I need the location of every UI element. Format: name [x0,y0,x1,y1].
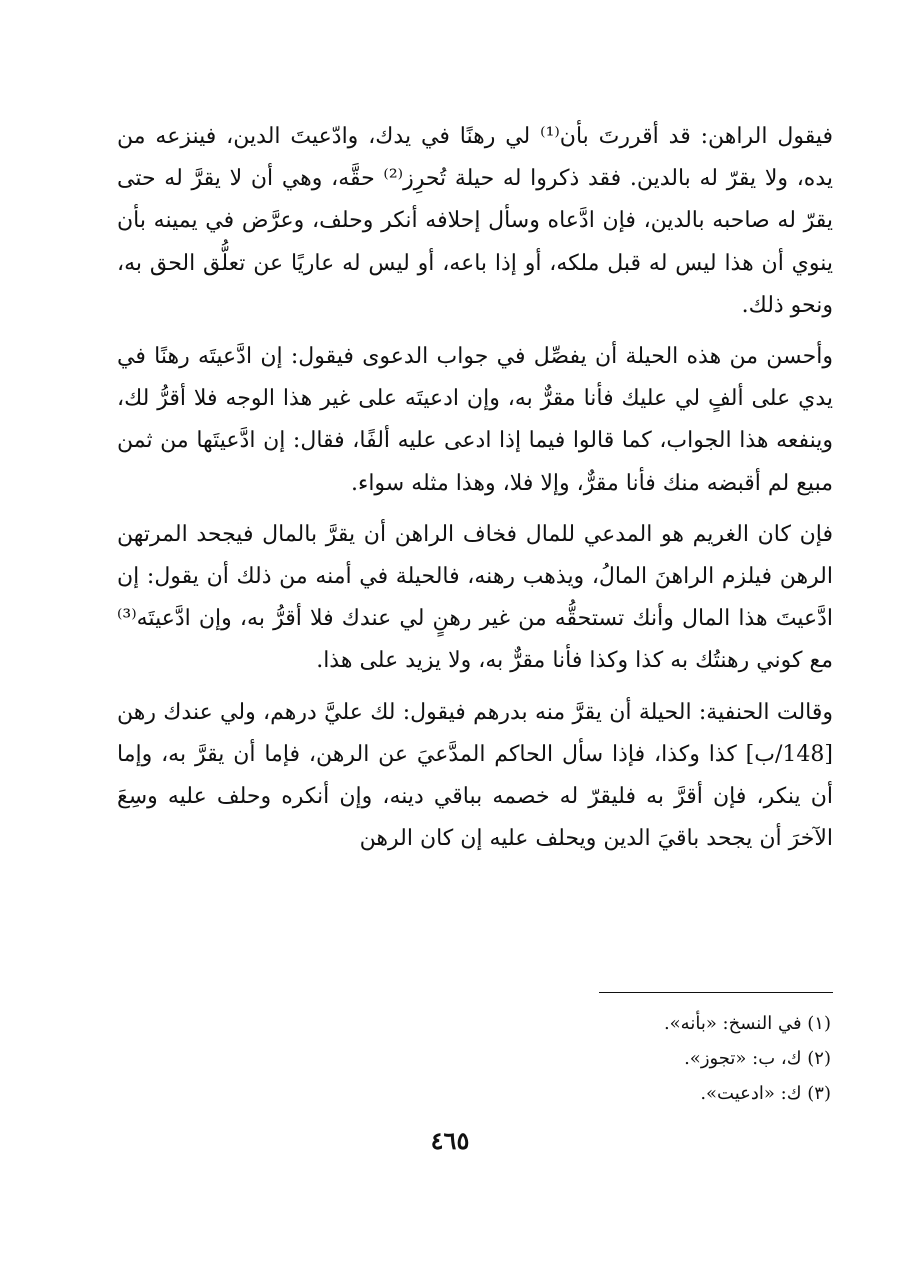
paragraph-1: فيقول الراهن: قد أقررتَ بأن⁽¹⁾ لي رهنًا في يدك، وادّعيتَ الدين، فينزعه من يده، ولا يقرّ له بالدين. فقد ذكروا له حيلة تُحرِز⁽²⁾ حقَّه، وهي أن لا يقرَّ له حتى يقرّ له صاحبه بالدين، فإن ادَّعاه وسأل إحلافه أنكر وحلف، وعرَّض في يمينه بأن ينوي أن هذا ليس له قبل ملكه، أو إذا باعه، أو ليس له عاريًا عن تعلُّق الحق به، ونحو ذلك. [117,124,833,318]
footnote-3: (٣) ك: «ادعيت». [700,1083,831,1104]
paragraph-4: وقالت الحنفية: الحيلة أن يقرَّ منه بدرهم فيقول: لك عليَّ درهم، ولي عندك رهن [148/ب] كذا وكذا، فإذا سأل الحاكم المدَّعيَ عن الرهن، فإما أن يقرَّ به، وإما أن ينكر، فإن أقرَّ به فليقرّ له خصمه بباقي دينه، وإن أنكره وحلف عليه وسِعَ الآخرَ أن يجحد باقيَ الدين ويحلف عليه إن كان الرهن [117,699,833,852]
footnote-2: (٢) ك، ب: «تجوز». [684,1048,831,1069]
paragraph-3: فإن كان الغريم هو المدعي للمال فخاف الراهن أن يقرَّ بالمال فيجحد المرتهن الرهن فيلزم الراهنَ المالُ، ويذهب رهنه، فالحيلة في أمنه من ذلك أن يقول: إن ادَّعيتَ هذا المال وأنك تستحقُّه من غير رهنٍ لي عندك فلا أقرُّ به، وإن ادَّعيتَه⁽³⁾ مع كوني رهنتُك به كذا وكذا فأنا مقرٌّ به، ولا يزيد على هذا. [117,521,833,674]
paragraph-2: وأحسن من هذه الحيلة أن يفصِّل في جواب الدعوى فيقول: إن ادَّعيتَه رهنًا في يدي على ألفٍ لي عليك فأنا مقرٌّ به، وإن ادعيتَه على غير هذا الوجه فلا أقرُّ لك، وينفعه هذا الجواب، كما قالوا فيما إذا ادعى عليه ألفًا، فقال: إن ادَّعيتَها من ثمن مبيع لم أقبضه منك فأنا مقرٌّ، وإلا فلا، وهذا مثله سواء. [117,344,833,496]
footnote-1: (١) في النسخ: «بأنه». [663,1013,831,1034]
footnote-divider [599,992,833,993]
footnotes [664,1006,831,1111]
main-text [117,116,833,860]
page-number: ٤٦٥ [430,1126,470,1155]
